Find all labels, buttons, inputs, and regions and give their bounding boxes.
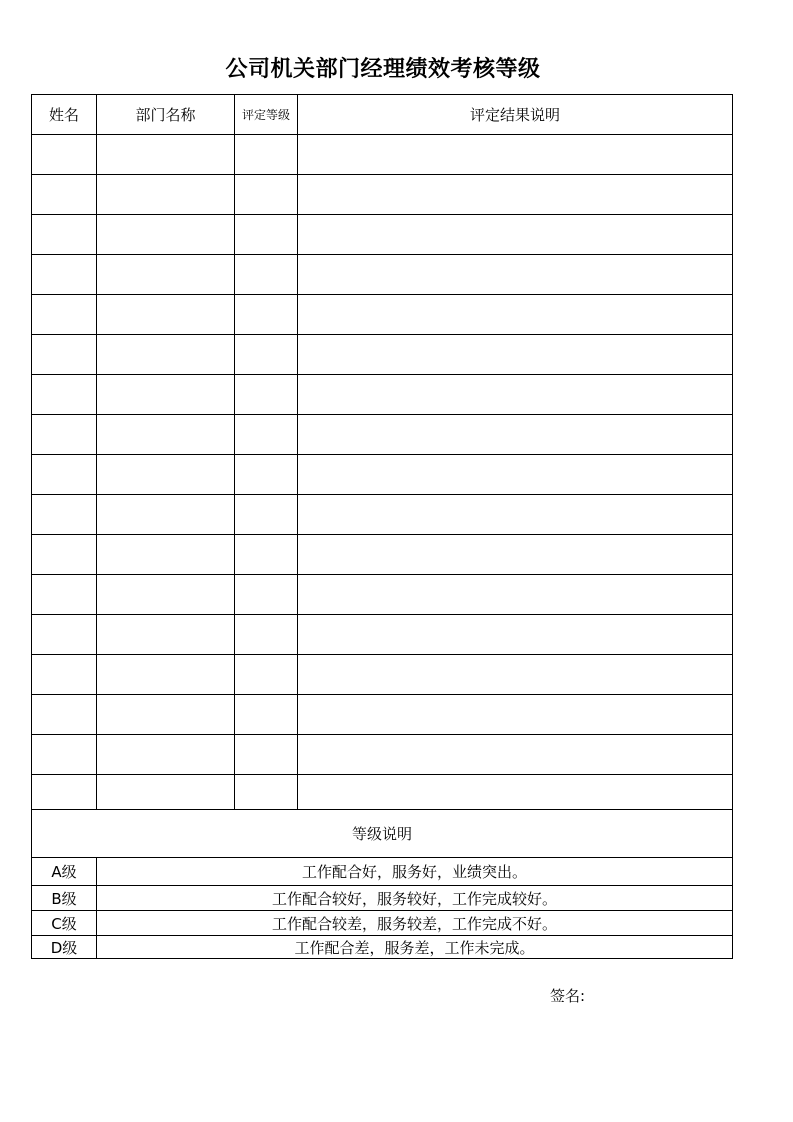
- evaluation-table: [31, 94, 733, 959]
- table-row: [32, 135, 733, 175]
- grade-row: [32, 911, 733, 936]
- department-cell[interactable]: [97, 575, 235, 615]
- signature-label: 签名:: [550, 987, 586, 1005]
- grade-cell[interactable]: [235, 175, 298, 215]
- department-cell[interactable]: [97, 535, 235, 575]
- table-row: [32, 455, 733, 495]
- explanation-cell[interactable]: [298, 415, 733, 455]
- table-row: [32, 735, 733, 775]
- header-explanation: 评定结果说明: [298, 95, 733, 135]
- name-cell[interactable]: [32, 335, 97, 375]
- department-cell[interactable]: [97, 495, 235, 535]
- explanation-cell[interactable]: [298, 495, 733, 535]
- grade-cell[interactable]: [235, 575, 298, 615]
- table-row: [32, 295, 733, 335]
- grade-cell[interactable]: [235, 255, 298, 295]
- table-row: [32, 695, 733, 735]
- grade-cell[interactable]: [235, 455, 298, 495]
- explanation-cell[interactable]: [298, 175, 733, 215]
- table-row: [32, 775, 733, 810]
- grade-cell[interactable]: [235, 735, 298, 775]
- table-row: [32, 215, 733, 255]
- name-cell[interactable]: [32, 255, 97, 295]
- grade-cell[interactable]: [235, 375, 298, 415]
- grade-level: A级: [32, 858, 97, 886]
- department-cell[interactable]: [97, 455, 235, 495]
- table-row: [32, 535, 733, 575]
- name-cell[interactable]: [32, 215, 97, 255]
- header-name: 姓名: [32, 95, 97, 135]
- explanation-cell[interactable]: [298, 335, 733, 375]
- department-cell[interactable]: [97, 695, 235, 735]
- explanation-cell[interactable]: [298, 655, 733, 695]
- grade-section-row: [32, 810, 733, 858]
- name-cell[interactable]: [32, 615, 97, 655]
- explanation-cell[interactable]: [298, 695, 733, 735]
- name-cell[interactable]: [32, 295, 97, 335]
- department-cell[interactable]: [97, 175, 235, 215]
- explanation-cell[interactable]: [298, 375, 733, 415]
- explanation-cell[interactable]: [298, 615, 733, 655]
- grade-description: 工作配合好，服务好，业绩突出。: [97, 858, 733, 886]
- department-cell[interactable]: [97, 215, 235, 255]
- table-row: [32, 615, 733, 655]
- grade-section-title: 等级说明: [32, 810, 733, 858]
- table-row: [32, 375, 733, 415]
- table-row: [32, 175, 733, 215]
- department-cell[interactable]: [97, 295, 235, 335]
- grade-row: [32, 936, 733, 959]
- grade-row: [32, 858, 733, 886]
- explanation-cell[interactable]: [298, 735, 733, 775]
- department-cell[interactable]: [97, 415, 235, 455]
- explanation-cell[interactable]: [298, 535, 733, 575]
- explanation-cell[interactable]: [298, 135, 733, 175]
- table-row: [32, 655, 733, 695]
- department-cell[interactable]: [97, 135, 235, 175]
- grade-level: D级: [32, 936, 97, 959]
- explanation-cell[interactable]: [298, 215, 733, 255]
- grade-level: B级: [32, 886, 97, 911]
- grade-cell[interactable]: [235, 295, 298, 335]
- table-row: [32, 255, 733, 295]
- grade-cell[interactable]: [235, 335, 298, 375]
- explanation-cell[interactable]: [298, 575, 733, 615]
- table-row: [32, 415, 733, 455]
- department-cell[interactable]: [97, 655, 235, 695]
- name-cell[interactable]: [32, 735, 97, 775]
- explanation-cell[interactable]: [298, 255, 733, 295]
- grade-cell[interactable]: [235, 215, 298, 255]
- grade-description: 工作配合较好，服务较好，工作完成较好。: [97, 886, 733, 911]
- table-row: [32, 575, 733, 615]
- page-title: 公司机关部门经理绩效考核等级: [225, 57, 541, 82]
- name-cell[interactable]: [32, 455, 97, 495]
- name-cell[interactable]: [32, 535, 97, 575]
- department-cell[interactable]: [97, 255, 235, 295]
- grade-cell[interactable]: [235, 535, 298, 575]
- header-department: 部门名称: [97, 95, 235, 135]
- grade-cell[interactable]: [235, 495, 298, 535]
- header-grade: 评定等级: [235, 95, 298, 135]
- explanation-cell[interactable]: [298, 455, 733, 495]
- name-cell[interactable]: [32, 375, 97, 415]
- name-cell[interactable]: [32, 175, 97, 215]
- name-cell[interactable]: [32, 415, 97, 455]
- grade-row: [32, 886, 733, 911]
- grade-description: 工作配合差，服务差，工作未完成。: [97, 936, 733, 959]
- table-row: [32, 335, 733, 375]
- explanation-cell[interactable]: [298, 295, 733, 335]
- grade-level: C级: [32, 911, 97, 936]
- grade-cell[interactable]: [235, 415, 298, 455]
- grade-cell[interactable]: [235, 135, 298, 175]
- department-cell[interactable]: [97, 335, 235, 375]
- name-cell[interactable]: [32, 575, 97, 615]
- name-cell[interactable]: [32, 495, 97, 535]
- name-cell[interactable]: [32, 695, 97, 735]
- grade-cell[interactable]: [235, 695, 298, 735]
- grade-cell[interactable]: [235, 775, 298, 810]
- name-cell[interactable]: [32, 135, 97, 175]
- department-cell[interactable]: [97, 375, 235, 415]
- grade-description: 工作配合较差，服务较差，工作完成不好。: [97, 911, 733, 936]
- header-row: [32, 95, 733, 135]
- table-row: [32, 495, 733, 535]
- name-cell[interactable]: [32, 655, 97, 695]
- grade-cell[interactable]: [235, 615, 298, 655]
- department-cell[interactable]: [97, 775, 235, 810]
- explanation-cell[interactable]: [298, 775, 733, 810]
- name-cell[interactable]: [32, 775, 97, 810]
- department-cell[interactable]: [97, 615, 235, 655]
- grade-cell[interactable]: [235, 655, 298, 695]
- department-cell[interactable]: [97, 735, 235, 775]
